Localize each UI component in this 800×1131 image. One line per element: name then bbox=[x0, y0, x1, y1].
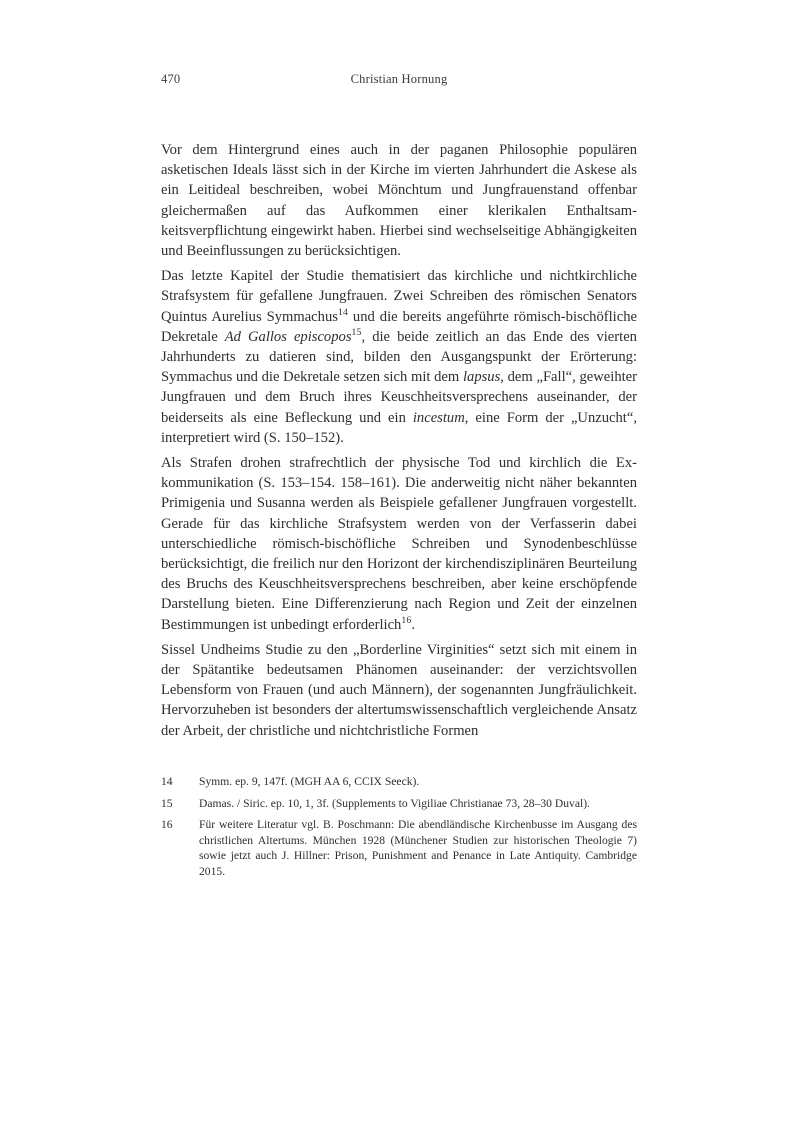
footnote-marker-16[interactable]: 16 bbox=[401, 614, 412, 626]
body-text bbox=[161, 140, 637, 741]
footnote-marker-15[interactable]: 15 bbox=[351, 326, 362, 338]
italic-lapsus: lapsus bbox=[462, 369, 501, 386]
running-title: Christian Hornung bbox=[350, 72, 448, 86]
paragraph-4: Sissel Undheims Studie zu den „Borderline Virginities“ setzt sich mit einem in der Spätantike bedeutsamen Phänomen auseinander: der verzichtsvollen Lebensform von Frauen (und auch Männern), der sogenannten Jungfräulichkeit. Hervorzuheben ist besonders der altertumswissenschaftlich vergleichende Ansatz der Arbeit, der christliche und nichtchristliche Formen bbox=[161, 641, 637, 739]
footnote-number: 14 bbox=[161, 775, 173, 788]
page-number: 470 bbox=[161, 72, 181, 86]
paragraph-3: Als Strafen drohen strafrechtlich der physische Tod und kirchlich die Exkommunikation (S. 153–154. 158–161). Die anderweitig nicht näher bekannten Primigenia und Susanna werden als Beispiele gefallener Jungfrauen vorgestellt. Gerade für das kirchliche Strafsystem werden von der Verfasserin dabei unterschiedliche römisch-bischöfliche Schreiben und Synodenbeschlüsse berücksichtigt, die freilich nur den Horizont der kirchendisziplinären Beurteilung des Bruchs des Keuschheitsversprechens beschreiben, aber keine erschöpfende Darstellung bieten. Eine Differenzierung nach Region und Zeit der einzelnen Bestimmungen ist unbedingt erforderlich$^{16}$. bbox=[161, 455, 637, 633]
footnote-item bbox=[161, 817, 637, 879]
italic-incestum: incestum bbox=[412, 409, 465, 426]
page-header bbox=[161, 72, 637, 90]
footnotes-section bbox=[161, 774, 637, 880]
footnote-number: 15 bbox=[161, 796, 173, 810]
footnote-item bbox=[161, 796, 637, 812]
footnote-text: Symm. ep. 9, 147f. (MGH AA 6, CCIX Seeck). bbox=[199, 775, 420, 788]
paragraph-1: Vor dem Hintergrund eines auch in der paganen Philosophie populären asketischen Ideals lässt sich in der Kirche im vierten Jahrhundert die Askese als ein Leitideal beschreiben, wobei Mönchtum und Jungfrauenstand offenbar gleichermaßen auf das Aufkommen einer klerikalen Enthaltsamkeitsverpflichtung eingewirkt haben. Hierbei sind wechselseitige Abhängigkeiten und Beeinflussungen zu berücksichtigen. bbox=[161, 142, 637, 260]
footnote-item bbox=[161, 774, 637, 790]
footnote-number: 16 bbox=[161, 818, 173, 832]
footnote-marker-14[interactable]: 14 bbox=[337, 306, 348, 318]
footnote-text: Damas. / Siric. ep. 10, 1, 3f. (Supplements to Vigiliae Christianae 73, 28–30 Duval). bbox=[199, 796, 590, 810]
paragraph-2: Das letzte Kapitel der Studie thematisiert das kirchliche und nichtkirchliche Strafsystem für gefallene Jungfrauen. Zwei Schreiben des römischen Senators Quintus Aurelius Symmachus$^{14}$ und die bereits angeführte römisch-bischöfliche Dekretale Ad Gallos episcopos$^{15}$, die beide zeitlich an das Ende des vierten Jahrhunderts zu datieren sind, bilden den Ausgangspunkt der Erörterung: Symmachus und die Dekretale setzen sich mit dem lapsus, dem „Fall“, geweihter Jungfrauen und dem Bruch ihres Keuschheitsversprechens auseinander, der beiderseits als eine Befleckung und ein incestum, eine Form der „Unzucht“, interpretiert wird (S. 150–152). bbox=[161, 268, 638, 446]
footnote-text: Für weitere Literatur vgl. B. Poschmann: Die abendländische Kirchenbusse im Ausgang des christlichen Altertums. München 1928 (Münchener Studien zur historischen Theologie 7) sowie jetzt auch J. Hillner: Prison, Punishment and Penance in Late Antiquity. Cambridge 2015. bbox=[199, 818, 637, 878]
italic-ad-gallos-episcopos: Ad Gallos episcopos bbox=[224, 328, 352, 345]
